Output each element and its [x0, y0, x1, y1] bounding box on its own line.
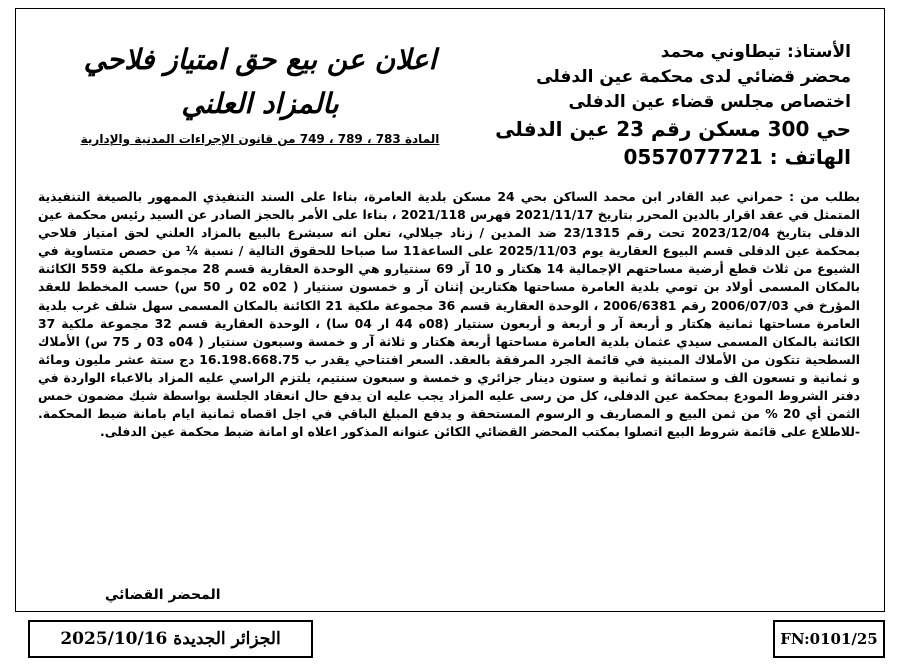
notice-subtitle: بالمزاد العلني: [181, 87, 339, 120]
notice-title: اعلان عن بيع حق امتياز فلاحي: [83, 43, 437, 76]
publication-label: الجزائر الجديدة 2025/10/16: [60, 629, 281, 649]
reference-number: FN:0101/25: [780, 630, 878, 648]
notice-body: بطلب من : حمراني عبد القادر ابن محمد الساكن بحي 24 مسكن بلدية العامرة، بناءا على السند التنفيذي الممهور بالصيغة التنفيذية المتمثل في عقد اقرار بالدين المحرر بتاريخ 2021/11/17 فهرس 2021/118 ، بناءا على الأمر بالحجز الصادر عن السيد رئيس محكمة عين الدفلى بتاريخ 2023/12/04 تحت رقم 23/1315 ضد المدين / زناد جيلالي، نعلن انه سيشرع بالبيع بالمزاد العلني لحق امتياز فلاحي بمحكمة عين الدفلى قسم البيوع العقارية يوم 2025/11/03 على الساعة11 سا صباحا للحقوق التالية / نسبة ¼ من حصص متساوية في الشيوع من ثلاث قطع أرضية مساحتهم الإجمالية 14 هكتار و 10 آر 69 سنتيارو هي الوحدة العقارية قسم 28 مجموعة ملكية 559 الكائنة بالمكان المسمى أولاد بن تومي بلدية العامرة مساحتها هكتارين إثنان آر و خمسون سنتيار ( 02ه 02 ر 50 س) حسب المخطط للعقد المؤرخ في 2006/07/03 رقم 2006/6381 ، الوحدة العقارية قسم 36 مجموعة ملكية 21 الكائنة بالمكان المسمى سهل شلف غرب بلدية العامرة مساحتها ثمانية هكتار و أربعة آر و أربعة و أربعون سنتيار (08ه 44 ار 04 سا) ، الوحدة العقارية قسم 32 مجموعة ملكية 37 الكائنة بالمكان المسمى سيدي عثمان بلدية العامرة مساحتها أربعة هكتار و ثلاثة آر و خمسة وسبعون سنتيار ( 04ه 03 ر 75 س) الأملاك السطحية تتكون من الأملاك المبنية في قائمة الجرد المرفقة بالعقد. السعر افتتاحي يقدر ب 16.198.668.75 دج ستة عشر مليون ومائة و ثمانية و تسعون الف و ستمائة و ثمانية و ستون دينار جزائري و خمسة و سبعون سنتيم، يلتزم الراسي عليه المزاد بالاعباء الواردة في دفتر الشروط المودع بمحكمة عين الدفلى، كل من رسى عليه المزاد يجب عليه ان يدفع حال انعقاد الجلسة بواسطة شيك مضمون خمس الثمن أي 20 % من ثمن البيع و المصاريف و الرسوم المستحقة و يدفع المبلغ الباقي في اجل اقصاه ثمانية ايام بامانة ضبط المحكمة. -للاطلاع على قائمة شروط البيع اتصلوا بمكتب المحضر القضائي الكائن عنوانه المذكور اعلاه او امانة ضبط محكمة عين الدفلى.: [38, 189, 861, 440]
bailiff-phone: الهاتف : 0557077721: [623, 145, 851, 169]
legal-articles: المادة 783 ، 789 ، 749 من قانون الإجراءات المدنية والإدارية: [80, 132, 440, 146]
bailiff-address: حي 300 مسكن رقم 23 عين الدفلى: [495, 117, 851, 141]
bailiff-court: محضر قضائي لدى محكمة عين الدفلى: [536, 67, 851, 87]
bailiff-header: [451, 40, 851, 171]
reference-box: [773, 620, 885, 658]
notice-title-block: [45, 38, 475, 146]
publication-box: [28, 620, 313, 658]
bailiff-jurisdiction: اختصاص مجلس قضاء عين الدفلى: [568, 92, 851, 112]
signature: المحضر القضائي: [105, 587, 221, 603]
bailiff-name: الأستاذ: تيطاوني محمد: [660, 42, 851, 62]
